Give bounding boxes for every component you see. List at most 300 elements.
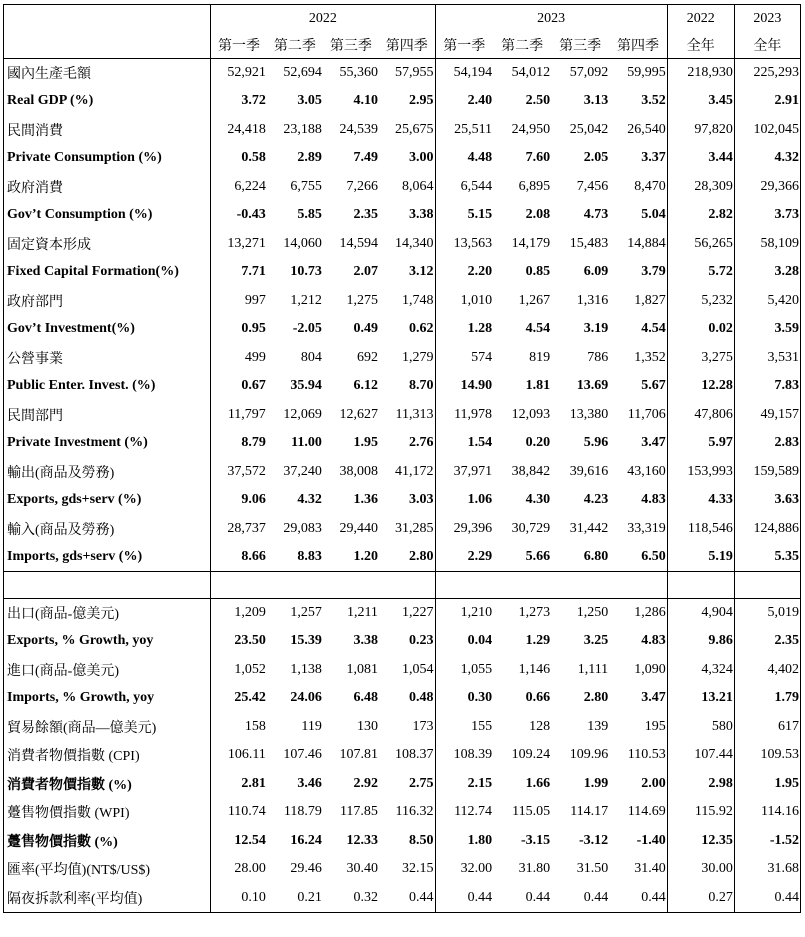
table-row xyxy=(4,713,801,742)
value-cell: 15,483 xyxy=(569,235,609,251)
header-quarter-2023-q3: 第三季 xyxy=(551,33,609,59)
table-row xyxy=(4,827,801,856)
value-cell: 3,275 xyxy=(667,344,734,373)
value-cell: 29,396 xyxy=(435,515,493,544)
row-label: Private Consumption (%) xyxy=(4,144,211,173)
value-cell: 3.05 xyxy=(297,93,322,109)
value-cell: 7.71 xyxy=(211,258,267,287)
value-cell: 8.79 xyxy=(211,429,267,458)
table-row xyxy=(4,515,801,544)
value-cell: 31.50 xyxy=(576,861,609,877)
row-label: 政府消費 xyxy=(4,173,211,202)
value-cell: 3.73 xyxy=(734,201,800,230)
value-cell: 6.48 xyxy=(353,690,378,706)
row-label: 政府部門 xyxy=(4,287,211,316)
value-cell: 6.80 xyxy=(551,543,609,572)
value-cell: 2.50 xyxy=(525,93,551,109)
value-cell: 33,319 xyxy=(609,515,667,544)
value-cell: 114.16 xyxy=(734,798,800,827)
value-cell: 0.44 xyxy=(493,884,551,913)
row-label: Imports, gds+serv (%) xyxy=(4,543,211,572)
value-cell: 7,456 xyxy=(576,178,609,194)
value-cell: 30.40 xyxy=(346,861,378,877)
value-cell: 617 xyxy=(734,713,800,742)
value-cell: 47,806 xyxy=(667,401,734,430)
value-cell: 1,352 xyxy=(609,344,667,373)
table-row xyxy=(4,855,801,884)
row-label: Exports, gds+serv (%) xyxy=(4,486,211,515)
value-cell: -1.52 xyxy=(734,827,800,856)
value-cell: 1.28 xyxy=(435,315,493,344)
table-row xyxy=(4,656,801,685)
value-cell: 0.85 xyxy=(525,264,551,280)
value-cell: 0.02 xyxy=(667,315,734,344)
value-cell: 37,572 xyxy=(211,458,267,487)
value-cell: 4,904 xyxy=(667,599,734,628)
table-row xyxy=(4,201,801,230)
value-cell: 114.69 xyxy=(609,798,667,827)
value-cell: 108.37 xyxy=(379,741,435,770)
value-cell: 1,146 xyxy=(518,661,551,677)
header-year-2023: 2023 xyxy=(435,5,667,33)
spacer-section xyxy=(4,572,801,599)
value-cell: 8,470 xyxy=(609,173,667,202)
value-cell: 109.96 xyxy=(569,747,609,763)
value-cell: 109.24 xyxy=(511,747,551,763)
value-cell: 1.06 xyxy=(435,486,493,515)
value-cell: 4.10 xyxy=(353,93,378,109)
value-cell: 118.79 xyxy=(283,804,322,820)
value-cell: 2.35 xyxy=(353,207,378,223)
row-label: Real GDP (%) xyxy=(4,87,211,116)
row-label: 貿易餘額(商品—億美元) xyxy=(4,713,211,742)
value-cell: 1,081 xyxy=(346,661,378,677)
value-cell: 12,627 xyxy=(339,406,378,422)
value-cell: 54,012 xyxy=(493,59,551,88)
value-cell: 107.81 xyxy=(339,747,378,763)
value-cell: 1.95 xyxy=(734,770,800,799)
value-cell: 139 xyxy=(587,718,609,734)
value-cell: 37,240 xyxy=(283,463,322,479)
table-row xyxy=(4,798,801,827)
value-cell: 2.91 xyxy=(734,87,800,116)
value-cell: 2.76 xyxy=(379,429,435,458)
value-cell: 118,546 xyxy=(667,515,734,544)
value-cell: 97,820 xyxy=(667,116,734,145)
value-cell: 6.12 xyxy=(353,378,378,394)
value-cell: 1.66 xyxy=(525,775,551,791)
row-label: Public Enter. Invest. (%) xyxy=(4,372,211,401)
value-cell: 115.05 xyxy=(512,804,551,820)
value-cell: 12,069 xyxy=(283,406,322,422)
value-cell: 107.44 xyxy=(667,741,734,770)
table-row xyxy=(4,884,801,913)
value-cell: 7.60 xyxy=(525,150,551,166)
header-quarter-2022-q2: 第二季 xyxy=(267,33,323,59)
value-cell: 57,955 xyxy=(379,59,435,88)
header-year-row xyxy=(4,5,801,33)
value-cell: 8,064 xyxy=(379,173,435,202)
value-cell: 37,971 xyxy=(435,458,493,487)
row-label: 民間消費 xyxy=(4,116,211,145)
value-cell: 110.74 xyxy=(211,798,267,827)
value-cell: -3.15 xyxy=(520,832,551,848)
value-cell: 28,309 xyxy=(667,173,734,202)
value-cell: 3.63 xyxy=(734,486,800,515)
value-cell: 1.80 xyxy=(435,827,493,856)
value-cell: 2.81 xyxy=(211,770,267,799)
header-quarter-2022-q4: 第四季 xyxy=(379,33,435,59)
header-quarter-2023-q4: 第四季 xyxy=(609,33,667,59)
value-cell: 23.50 xyxy=(211,627,267,656)
value-cell: 1,748 xyxy=(379,287,435,316)
value-cell: 114.17 xyxy=(570,804,609,820)
value-cell: 0.44 xyxy=(435,884,493,913)
value-cell: 24,950 xyxy=(511,121,551,137)
value-cell: 6,895 xyxy=(518,178,551,194)
value-cell: 31,285 xyxy=(379,515,435,544)
value-cell: 1,316 xyxy=(576,292,609,308)
value-cell: 117.85 xyxy=(339,804,378,820)
value-cell: 5.35 xyxy=(734,543,800,572)
value-cell: 108.39 xyxy=(435,741,493,770)
value-cell: 12.28 xyxy=(667,372,734,401)
value-cell: 13,563 xyxy=(435,230,493,259)
value-cell: 52,921 xyxy=(211,59,267,88)
value-cell: 5.96 xyxy=(583,435,609,451)
table-row xyxy=(4,458,801,487)
table-row xyxy=(4,741,801,770)
value-cell: 3.45 xyxy=(667,87,734,116)
value-cell: 2.82 xyxy=(667,201,734,230)
value-cell: 3.00 xyxy=(379,144,435,173)
value-cell: 1,209 xyxy=(211,599,267,628)
header-annual-2022-label: 全年 xyxy=(667,33,734,59)
value-cell: 0.66 xyxy=(525,690,551,706)
value-cell: 7.83 xyxy=(734,372,800,401)
value-cell: 5,232 xyxy=(667,287,734,316)
value-cell: 2.08 xyxy=(525,207,551,223)
trade-prices-section xyxy=(4,599,801,913)
value-cell: 128 xyxy=(529,718,551,734)
value-cell: 3.03 xyxy=(379,486,435,515)
value-cell: 107.46 xyxy=(283,747,322,763)
value-cell: 225,293 xyxy=(734,59,800,88)
table-row xyxy=(4,372,801,401)
row-label: 匯率(平均值)(NT$/US$) xyxy=(4,855,211,884)
value-cell: 28,737 xyxy=(211,515,267,544)
value-cell: 41,172 xyxy=(379,458,435,487)
value-cell: 29,366 xyxy=(734,173,800,202)
value-cell: 4.54 xyxy=(609,315,667,344)
value-cell: 3.28 xyxy=(734,258,800,287)
value-cell: 11.00 xyxy=(291,435,322,451)
value-cell: 2.29 xyxy=(435,543,493,572)
spacer-row xyxy=(4,572,801,599)
value-cell: 110.53 xyxy=(609,741,667,770)
value-cell: 1.79 xyxy=(734,684,800,713)
value-cell: 116.32 xyxy=(379,798,435,827)
value-cell: 5.85 xyxy=(297,207,322,223)
value-cell: 30.00 xyxy=(667,855,734,884)
value-cell: 218,930 xyxy=(667,59,734,88)
value-cell: 59,995 xyxy=(609,59,667,88)
value-cell: 56,265 xyxy=(667,230,734,259)
value-cell: 580 xyxy=(667,713,734,742)
value-cell: 14,594 xyxy=(339,235,378,251)
table-row xyxy=(4,287,801,316)
header-quarter-2022-q1: 第一季 xyxy=(211,33,267,59)
header-label-cell xyxy=(4,5,211,59)
value-cell: 10.73 xyxy=(290,264,322,280)
row-label: 消費者物價指數 (CPI) xyxy=(4,741,211,770)
value-cell: -1.40 xyxy=(609,827,667,856)
value-cell: 1,279 xyxy=(379,344,435,373)
value-cell: 2.92 xyxy=(353,775,378,791)
value-cell: 173 xyxy=(379,713,435,742)
value-cell: 3.46 xyxy=(297,775,322,791)
value-cell: 4,402 xyxy=(734,656,800,685)
value-cell: 3.38 xyxy=(379,201,435,230)
row-label: Gov’t Investment(%) xyxy=(4,315,211,344)
value-cell: 13.69 xyxy=(576,378,609,394)
value-cell: 1.81 xyxy=(525,378,551,394)
value-cell: 0.58 xyxy=(211,144,267,173)
value-cell: 25,511 xyxy=(435,116,493,145)
value-cell: 4.54 xyxy=(525,321,551,337)
value-cell: 5.66 xyxy=(493,543,551,572)
value-cell: 2.80 xyxy=(583,690,609,706)
value-cell: 39,616 xyxy=(569,463,609,479)
table-row xyxy=(4,684,801,713)
value-cell: 1,138 xyxy=(290,661,322,677)
row-label: Private Investment (%) xyxy=(4,429,211,458)
value-cell: 2.89 xyxy=(297,150,322,166)
value-cell: 8.70 xyxy=(379,372,435,401)
row-label: 輸出(商品及勞務) xyxy=(4,458,211,487)
value-cell: 0.27 xyxy=(667,884,734,913)
value-cell: 3.12 xyxy=(379,258,435,287)
value-cell: 12.54 xyxy=(211,827,267,856)
value-cell: 43,160 xyxy=(609,458,667,487)
value-cell: 1,090 xyxy=(609,656,667,685)
value-cell: 195 xyxy=(609,713,667,742)
value-cell: 11,706 xyxy=(609,401,667,430)
value-cell: 29.46 xyxy=(290,861,322,877)
value-cell: 1,212 xyxy=(290,292,322,308)
header-annual-2022-year: 2022 xyxy=(667,5,734,33)
table-row xyxy=(4,627,801,656)
value-cell: 8.83 xyxy=(267,543,323,572)
value-cell: 2.00 xyxy=(609,770,667,799)
value-cell: 102,045 xyxy=(734,116,800,145)
value-cell: 49,157 xyxy=(734,401,800,430)
value-cell: 1,052 xyxy=(211,656,267,685)
value-cell: 3.38 xyxy=(353,633,378,649)
row-label: Fixed Capital Formation(%) xyxy=(4,258,211,287)
table-row xyxy=(4,87,801,116)
value-cell: 7,266 xyxy=(346,178,378,194)
value-cell: 4.48 xyxy=(435,144,493,173)
table-row xyxy=(4,770,801,799)
value-cell: 1.20 xyxy=(323,543,379,572)
value-cell: 574 xyxy=(435,344,493,373)
value-cell: 11,313 xyxy=(379,401,435,430)
value-cell: 14,060 xyxy=(283,235,322,251)
value-cell: 1.99 xyxy=(583,775,609,791)
value-cell: 4.30 xyxy=(525,492,551,508)
value-cell: 28.00 xyxy=(211,855,267,884)
value-cell: 1,275 xyxy=(346,292,378,308)
value-cell: 31.80 xyxy=(518,861,551,877)
row-label: 民間部門 xyxy=(4,401,211,430)
value-cell: 29,440 xyxy=(339,520,378,536)
value-cell: 38,008 xyxy=(339,463,378,479)
row-label: Exports, % Growth, yoy xyxy=(4,627,211,656)
value-cell: 55,360 xyxy=(323,59,379,88)
value-cell: 13.21 xyxy=(667,684,734,713)
value-cell: 9.06 xyxy=(211,486,267,515)
value-cell: 1.95 xyxy=(353,435,378,451)
value-cell: 5.19 xyxy=(667,543,734,572)
row-label: 躉售物價指數 (WPI) xyxy=(4,798,211,827)
value-cell: 2.07 xyxy=(353,264,378,280)
value-cell: 1,054 xyxy=(379,656,435,685)
value-cell: 1,055 xyxy=(435,656,493,685)
value-cell: 3,531 xyxy=(734,344,800,373)
national-accounts-section xyxy=(4,59,801,572)
row-label: 出口(商品-億美元) xyxy=(4,599,211,628)
value-cell: 5.97 xyxy=(667,429,734,458)
value-cell: 3.44 xyxy=(667,144,734,173)
value-cell: 52,694 xyxy=(267,59,323,88)
row-label: Imports, % Growth, yoy xyxy=(4,684,211,713)
value-cell: 38,842 xyxy=(511,463,551,479)
value-cell: 0.20 xyxy=(525,435,551,451)
value-cell: 159,589 xyxy=(734,458,800,487)
value-cell: 11,978 xyxy=(435,401,493,430)
value-cell: 32.00 xyxy=(435,855,493,884)
value-cell: 1.29 xyxy=(525,633,551,649)
value-cell: 2.15 xyxy=(435,770,493,799)
value-cell: 12.35 xyxy=(667,827,734,856)
value-cell: -0.43 xyxy=(211,201,267,230)
value-cell: 0.49 xyxy=(353,321,378,337)
value-cell: 4.83 xyxy=(609,486,667,515)
value-cell: 5.67 xyxy=(609,372,667,401)
value-cell: 14.90 xyxy=(435,372,493,401)
value-cell: 31,442 xyxy=(569,520,609,536)
value-cell: 26,540 xyxy=(609,116,667,145)
table-row xyxy=(4,116,801,145)
value-cell: 23,188 xyxy=(283,121,322,137)
value-cell: 25.42 xyxy=(211,684,267,713)
value-cell: 115.92 xyxy=(667,798,734,827)
value-cell: 499 xyxy=(211,344,267,373)
value-cell: 153,993 xyxy=(667,458,734,487)
value-cell: 1,111 xyxy=(577,661,609,677)
value-cell: 0.67 xyxy=(211,372,267,401)
value-cell: 12,093 xyxy=(511,406,551,422)
value-cell: 6,224 xyxy=(211,173,267,202)
value-cell: 54,194 xyxy=(435,59,493,88)
value-cell: 32.15 xyxy=(379,855,435,884)
value-cell: 1,827 xyxy=(609,287,667,316)
table-row xyxy=(4,315,801,344)
value-cell: 0.48 xyxy=(379,684,435,713)
value-cell: 130 xyxy=(356,718,378,734)
header-quarter-2022-q3: 第三季 xyxy=(323,33,379,59)
value-cell: 997 xyxy=(211,287,267,316)
value-cell: 6,755 xyxy=(290,178,322,194)
value-cell: 30,729 xyxy=(511,520,551,536)
value-cell: 9.86 xyxy=(667,627,734,656)
value-cell: 1.36 xyxy=(353,492,378,508)
header-year-2022: 2022 xyxy=(211,5,435,33)
value-cell: 16.24 xyxy=(290,832,322,848)
value-cell: 1,211 xyxy=(323,599,379,628)
value-cell: 0.44 xyxy=(551,884,609,913)
value-cell: 13,380 xyxy=(569,406,609,422)
value-cell: 24.06 xyxy=(290,690,322,706)
value-cell: 24,539 xyxy=(339,121,378,137)
value-cell: 3.72 xyxy=(211,87,267,116)
value-cell: 112.74 xyxy=(435,798,493,827)
value-cell: 25,042 xyxy=(569,121,609,137)
value-cell: 25,675 xyxy=(379,116,435,145)
value-cell: 0.44 xyxy=(734,884,800,913)
value-cell: 6,544 xyxy=(435,173,493,202)
value-cell: 0.32 xyxy=(323,884,379,913)
value-cell: 2.75 xyxy=(379,770,435,799)
row-label: 消費者物價指數 (%) xyxy=(4,770,211,799)
value-cell: 5,420 xyxy=(734,287,800,316)
value-cell: 1,210 xyxy=(435,599,493,628)
value-cell: 0.44 xyxy=(609,884,667,913)
value-cell: 7.49 xyxy=(353,150,378,166)
value-cell: 2.20 xyxy=(435,258,493,287)
table-row xyxy=(4,59,801,88)
value-cell: 5.15 xyxy=(435,201,493,230)
header-quarter-2023-q2: 第二季 xyxy=(493,33,551,59)
value-cell: 804 xyxy=(300,349,322,365)
value-cell: 0.21 xyxy=(267,884,323,913)
value-cell: 3.13 xyxy=(583,93,609,109)
value-cell: 29,083 xyxy=(283,520,322,536)
row-label: 進口(商品-億美元) xyxy=(4,656,211,685)
value-cell: 4.33 xyxy=(667,486,734,515)
value-cell: 3.25 xyxy=(583,633,609,649)
table-row xyxy=(4,599,801,628)
row-label: 固定資本形成 xyxy=(4,230,211,259)
value-cell: 1.54 xyxy=(435,429,493,458)
value-cell: 3.59 xyxy=(734,315,800,344)
value-cell: 1,286 xyxy=(609,599,667,628)
row-label: 輸入(商品及勞務) xyxy=(4,515,211,544)
table-row xyxy=(4,429,801,458)
value-cell: 6.09 xyxy=(583,264,609,280)
value-cell: 2.05 xyxy=(583,150,609,166)
value-cell: 3.47 xyxy=(609,429,667,458)
value-cell: 4.32 xyxy=(734,144,800,173)
table-row xyxy=(4,401,801,430)
row-label: 國內生產毛額 xyxy=(4,59,211,88)
value-cell: 12.33 xyxy=(346,832,378,848)
value-cell: 3.47 xyxy=(609,684,667,713)
value-cell: 109.53 xyxy=(734,741,800,770)
value-cell: 58,109 xyxy=(734,230,800,259)
value-cell: 158 xyxy=(211,713,267,742)
